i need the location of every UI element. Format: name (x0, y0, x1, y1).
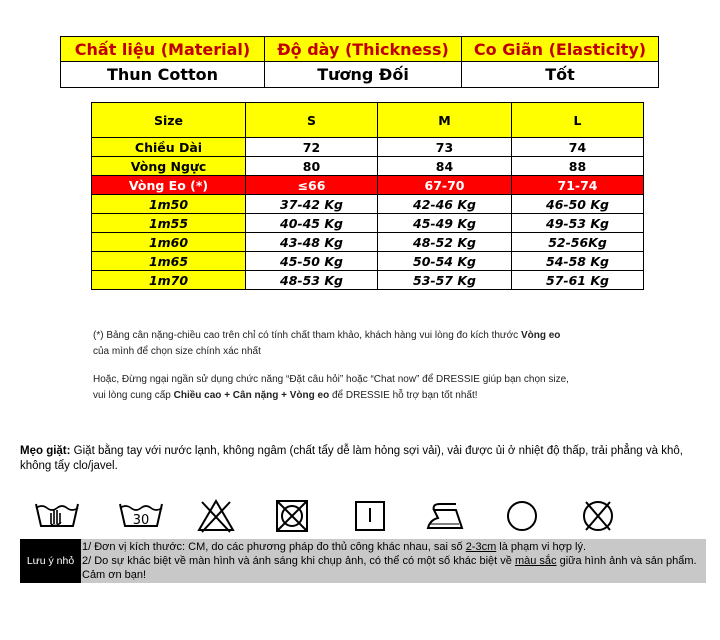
footnote-label: Lưu ý nhỏ (20, 539, 81, 583)
cell: 57-61 Kg (512, 271, 644, 290)
cell: 67-70 (378, 176, 512, 195)
elasticity-header: Co Giãn (Elasticity) (462, 37, 659, 62)
material-header-row (61, 37, 659, 62)
cell: 52-56Kg (512, 233, 644, 252)
chat-note-pre: vui lòng cung cấp (93, 390, 174, 401)
table-row (92, 252, 644, 271)
cell: 71-74 (512, 176, 644, 195)
wash-temp-label: 30 (132, 513, 150, 528)
size-table (91, 102, 644, 290)
row-label: Vòng Eo (*) (92, 176, 246, 195)
cell: 50-54 Kg (378, 252, 512, 271)
size-header-row (92, 103, 644, 138)
footnote-tolerance: 2-3cm (465, 541, 497, 553)
cell: 73 (378, 138, 512, 157)
cell: 46-50 Kg (512, 195, 644, 214)
table-row-waist (92, 176, 644, 195)
hand-wash-icon (34, 498, 80, 534)
care-tip-label: Mẹo giặt: (20, 445, 71, 457)
row-label: 1m55 (92, 214, 246, 233)
material-header: Chất liệu (Material) (61, 37, 265, 62)
chat-note (93, 372, 569, 404)
cell: 49-53 Kg (512, 214, 644, 233)
cell: 42-46 Kg (378, 195, 512, 214)
cell: 88 (512, 157, 644, 176)
thickness-value: Tương Đối (265, 62, 462, 88)
footnote-text (82, 540, 704, 582)
table-row (92, 214, 644, 233)
table-row (92, 233, 644, 252)
material-value-row (61, 62, 659, 88)
footnote-line1-end: là phạm vi hợp lý. (496, 541, 587, 553)
material-value: Thun Cotton (61, 62, 265, 88)
row-label: 1m65 (92, 252, 246, 271)
cell: 48-53 Kg (246, 271, 378, 290)
cell: 45-50 Kg (246, 252, 378, 271)
cell: 45-49 Kg (378, 214, 512, 233)
care-tip-text: Giặt bằng tay với nước lạnh, không ngâm (chất tẩy dễ làm hỏng sợi vải), vải được ủi ở nhiệt độ thấp, trải phẳng và khô, không tẩy clo/javel. (20, 445, 683, 472)
size-note-line2: của mình để chọn size chính xác nhất (93, 346, 261, 357)
size-header-m: M (378, 103, 512, 138)
cell: 40-45 Kg (246, 214, 378, 233)
row-label: Vòng Ngực (92, 157, 246, 176)
footnote-line2-end: giữa hình ảnh và sản phẩm. Cảm ơn bạn! (82, 555, 697, 581)
cell: 37-42 Kg (246, 195, 378, 214)
table-row (92, 271, 644, 290)
cell: 84 (378, 157, 512, 176)
no-dry-clean-icon (580, 498, 616, 534)
cell: 72 (246, 138, 378, 157)
size-header-s: S (246, 103, 378, 138)
cell: 80 (246, 157, 378, 176)
chat-note-post: để DRESSIE hỗ trợ bạn tốt nhất! (329, 390, 478, 401)
cell: 53-57 Kg (378, 271, 512, 290)
footnote-line2: 2/ Do sự khác biệt về màn hình và ánh sáng khi chụp ảnh, có thể có một số khác biệt về (82, 555, 515, 567)
cell: 43-48 Kg (246, 233, 378, 252)
material-table (60, 36, 659, 88)
chat-note-bold: Chiều cao + Cân nặng + Vòng eo (173, 390, 330, 401)
table-row (92, 195, 644, 214)
dry-clean-icon (504, 498, 540, 534)
footnote-line1: 1/ Đơn vị kích thước: CM, do các phương pháp đo thủ công khác nhau, sai số (82, 541, 466, 553)
care-tip (20, 444, 710, 474)
chat-note-line1: Hoặc, Đừng ngại ngần sử dụng chức năng “Đặt câu hỏi” hoặc “Chat now” để DRESSIE giúp bạn chọn size, (93, 374, 569, 385)
table-row (92, 138, 644, 157)
footnote-bar (20, 539, 706, 583)
wash-30-icon (118, 498, 164, 534)
thickness-header: Độ dày (Thickness) (265, 37, 462, 62)
no-tumble-dry-icon (274, 498, 310, 534)
table-row (92, 157, 644, 176)
size-header-l: L (512, 103, 644, 138)
iron-low-icon (426, 498, 472, 534)
no-bleach-icon (196, 498, 236, 534)
row-label: 1m50 (92, 195, 246, 214)
size-header-label: Size (92, 103, 246, 138)
cell: 48-52 Kg (378, 233, 512, 252)
cell: 54-58 Kg (512, 252, 644, 271)
cell: ≤66 (246, 176, 378, 195)
size-note-text: (*) Bảng cân nặng-chiều cao trên chỉ có tính chất tham khảo, khách hàng vui lòng đo kích thước (93, 330, 521, 341)
cell: 74 (512, 138, 644, 157)
row-label: 1m60 (92, 233, 246, 252)
row-label: 1m70 (92, 271, 246, 290)
footnote-color: màu sắc (514, 555, 557, 567)
row-label: Chiều Dài (92, 138, 246, 157)
elasticity-value: Tốt (462, 62, 659, 88)
line-dry-icon (352, 498, 388, 534)
size-note-bold: Vòng eo (520, 330, 561, 341)
size-note (93, 328, 560, 360)
